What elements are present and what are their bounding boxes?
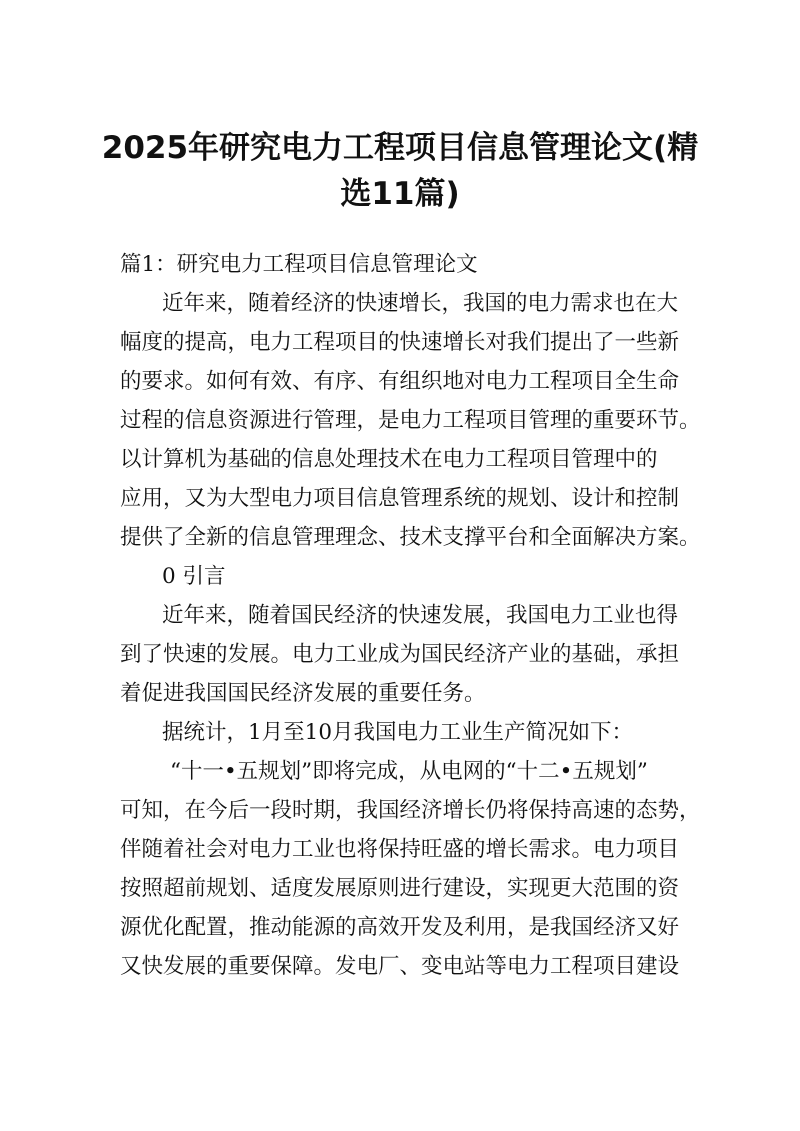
paragraph-1-line: 过程的信息资源进行管理，是电力工程项目管理的重要环节。 (120, 408, 701, 433)
paragraph-4-line: “十一•五规划”即将完成，从电网的“十二•五规划” (170, 759, 648, 784)
paragraph-4-line: 伴随着社会对电力工业也将保持旺盛的增长需求。电力项目 (120, 837, 680, 862)
paragraph-1-line: 提供了全新的信息管理理念、技术支撑平台和全面解决方案。 (120, 525, 701, 550)
paragraph-1-line: 应用，又为大型电力项目信息管理系统的规划、设计和控制 (120, 486, 680, 511)
paragraph-2-line: 近年来，随着国民经济的快速发展，我国电力工业也得 (162, 603, 679, 628)
paragraph-4-line: 按照超前规划、适度发展原则进行建设，实现更大范围的资 (120, 876, 680, 901)
paragraph-2-line: 着促进我国国民经济发展的重要任务。 (120, 681, 486, 706)
subheading-introduction: 0 引言 (162, 564, 226, 589)
paragraph-4-line: 源优化配置，推动能源的高效开发及利用，是我国经济又好 (120, 915, 680, 940)
paragraph-2-line: 到了快速的发展。电力工业成为国民经济产业的基础，承担 (120, 642, 680, 667)
paragraph-1-line: 幅度的提高，电力工程项目的快速增长对我们提出了一些新 (120, 330, 680, 355)
paragraph-1-line: 的要求。如何有效、有序、有组织地对电力工程项目全生命 (120, 369, 680, 394)
section-heading: 篇1：研究电力工程项目信息管理论文 (120, 252, 478, 277)
paragraph-1-line: 以计算机为基础的信息处理技术在电力工程项目管理中的 (120, 447, 658, 472)
paragraph-1-line: 近年来，随着经济的快速增长，我国的电力需求也在大 (162, 291, 679, 316)
paragraph-4-line: 又快发展的重要保障。发电厂、变电站等电力工程项目建设 (120, 954, 680, 979)
paragraph-3: 据统计，1月至10月我国电力工业生产简况如下： (162, 720, 634, 745)
paragraph-4-line: 可知，在今后一段时期，我国经济增长仍将保持高速的态势， (120, 798, 701, 823)
document-title-line-1: 2025年研究电力工程项目信息管理论文(精 (101, 130, 699, 166)
document-title-line-2: 选11篇) (340, 176, 460, 212)
